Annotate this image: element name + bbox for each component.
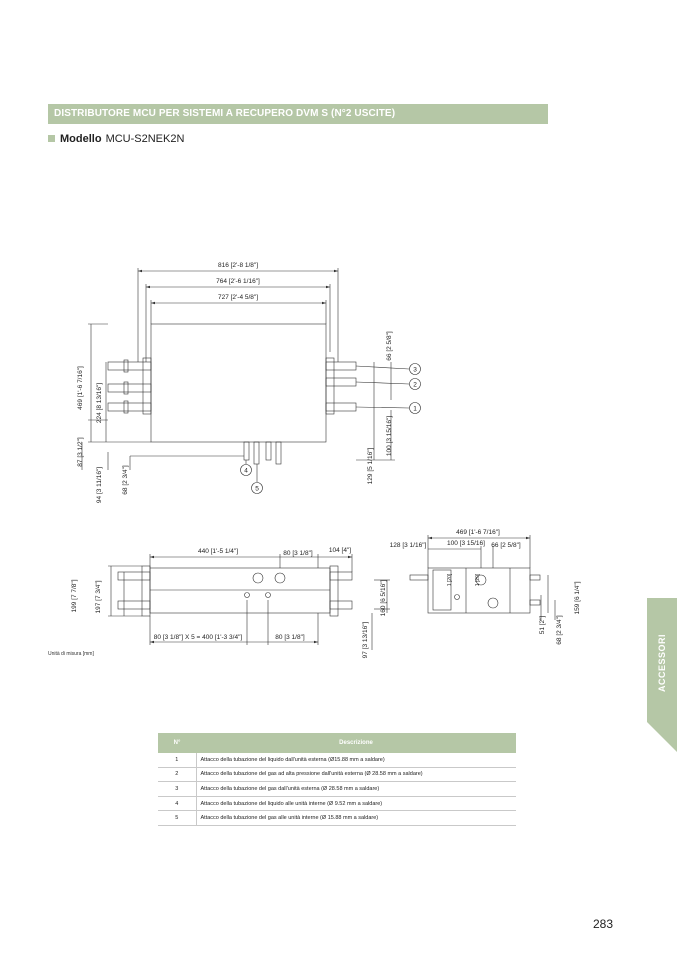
dim-727: 727 [2'-4 5/8"] [217, 294, 259, 301]
section-header: DISTRIBUTORE MCU PER SISTEMI A RECUPERO DVM S (N°2 USCITE) [48, 104, 548, 124]
row-num: 3 [158, 782, 196, 797]
row-desc: Attacco della tubazione del liquido dall'unità esterna (Ø15.88 mm a saldare) [196, 753, 516, 767]
dim-128: 128 [3 1/16"] [389, 542, 427, 549]
dim-80-bottom: 80 [3 1/8"] [275, 634, 305, 641]
table-header-desc: Descrizione [196, 733, 516, 753]
dim-66-side: 66 [2 5/8"] [491, 542, 521, 549]
front-view-body [150, 568, 330, 613]
side-tab-label: ACCESSORI [657, 633, 668, 693]
dim-97: 97 [3 13/16"] [362, 621, 369, 659]
model-label: Modello [60, 133, 102, 145]
row-num: 5 [158, 811, 196, 826]
callout-2: 2 [413, 381, 417, 389]
page-number: 283 [593, 917, 614, 931]
callout-5: 5 [255, 485, 259, 493]
dim-199: 199 [7 7/8"] [71, 579, 78, 613]
dim-129: 129 [5 1/16"] [367, 447, 374, 485]
callout-3: 3 [413, 366, 417, 374]
dim-100: 100 [3 15/16"] [386, 415, 393, 457]
row-num: 1 [158, 753, 196, 767]
dim-160: 160 [6 5/16"] [380, 579, 387, 617]
dim-68: 68 [2 3/4"] [122, 465, 129, 495]
dim-469-side: 469 [1'-6 7/16"] [456, 529, 500, 536]
callout-1: 1 [413, 405, 417, 413]
table-row [158, 753, 516, 767]
dim-80x5: 80 [3 1/8"] X 5 = 400 [1'-3 3/4"] [153, 634, 243, 641]
dim-440: 440 [1'-5 1/4"] [197, 548, 239, 555]
dim-94: 94 [3 11/16"] [96, 466, 103, 504]
table-row [158, 782, 516, 797]
dim-816: 816 [2'-8 1/8"] [217, 262, 259, 269]
row-num: 2 [158, 767, 196, 782]
dim-197: 197 [7 3/4"] [95, 580, 102, 614]
dim-469: 469 [1'-6 7/16"] [77, 366, 84, 410]
table-header-num: N° [158, 733, 196, 753]
dim-224: 224 [8 13/16"] [96, 382, 103, 424]
dim-104: 104 [4"] [328, 547, 352, 554]
row-desc: Attacco della tubazione del liquido alle unità interne (Ø 9.52 mm a saldare) [196, 796, 516, 811]
dim-66: 66 [2 5/8"] [386, 331, 393, 361]
table-row [158, 811, 516, 826]
table-row [158, 796, 516, 811]
dim-87: 87 [3 1/2"] [77, 437, 84, 467]
dim-51: 51 [2"] [539, 615, 546, 635]
side-tab [647, 598, 677, 728]
row-num: 4 [158, 796, 196, 811]
dim-159: 159 [6 1/4"] [574, 581, 581, 615]
dim-100-side: 100 [3 15/16] [447, 540, 485, 547]
top-view-body [151, 324, 326, 442]
row-desc: Attacco della tubazione del gas dall'unità esterna (Ø 28.58 mm a saldare) [196, 782, 516, 797]
table-row [158, 767, 516, 782]
dim-20b: 1 [20] [475, 573, 481, 587]
dim-80-top: 80 [3 1/8"] [283, 550, 313, 557]
dim-764: 764 [2'-6 1/16"] [216, 278, 260, 285]
dim-20a: 1 [20] [447, 573, 453, 587]
model-value: MCU-S2NEK2N [105, 133, 185, 145]
row-desc: Attacco della tubazione del gas ad alta pressione dall'unità esterna (Ø 28.58 mm a saldare) [196, 767, 516, 782]
dim-68-side: 68 [2 3/4"] [556, 615, 563, 645]
units-note: Unità di misura [mm] [48, 651, 94, 657]
description-table [158, 733, 516, 826]
row-desc: Attacco della tubazione del gas alle unità interne (Ø 15.88 mm a saldare) [196, 811, 516, 826]
callout-4: 4 [244, 467, 248, 475]
